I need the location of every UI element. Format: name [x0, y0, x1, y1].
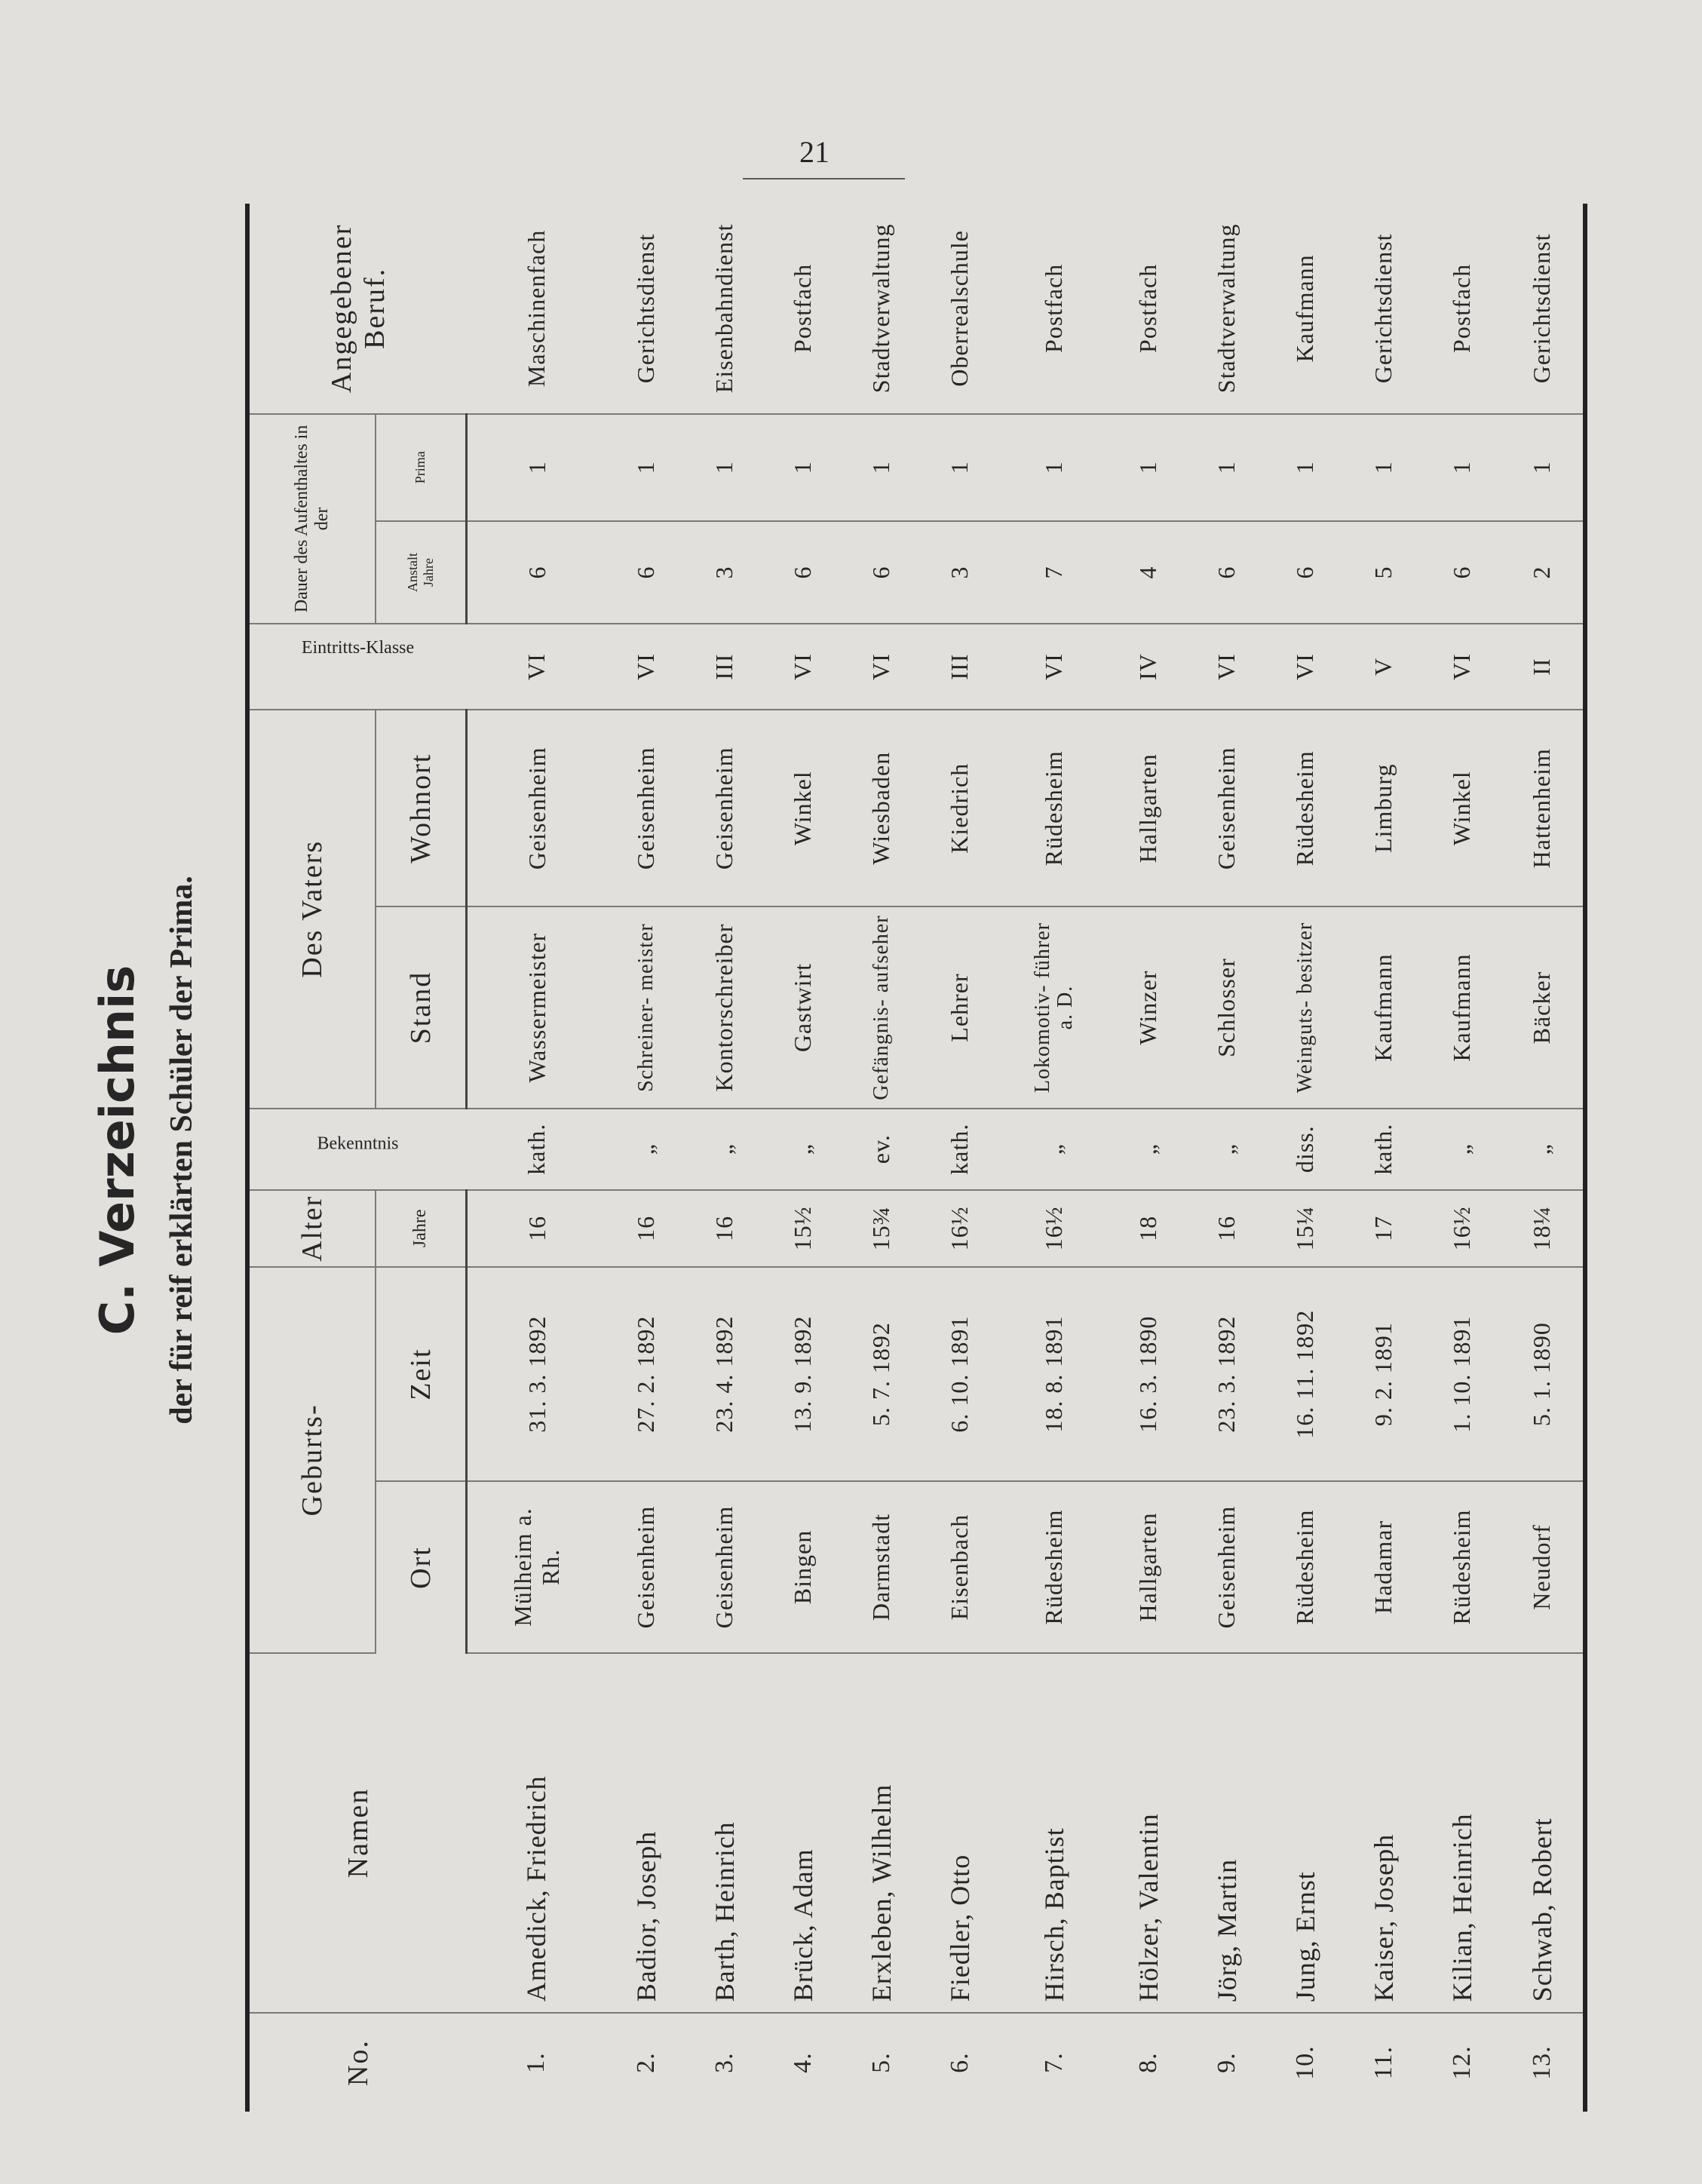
cell-bekenntnis: „ — [1423, 1109, 1501, 1190]
cell-prima: 1 — [1345, 414, 1423, 521]
cell-name: Kaiser, Joseph — [1345, 1653, 1423, 2014]
cell-anstalt: 6 — [607, 521, 685, 624]
cell-wohnort: Rüdesheim — [1266, 710, 1345, 907]
cell-ort: Hadamar — [1345, 1481, 1423, 1652]
cell-name: Hölzer, Valentin — [1109, 1653, 1188, 2014]
cell-wohnort: Rüdesheim — [999, 710, 1109, 907]
cell-stand: Weinguts- besitzer — [1266, 906, 1345, 1108]
cell-beruf: Eisenbahndienst — [685, 204, 764, 414]
cell-bekenntnis: „ — [685, 1109, 764, 1190]
cell-beruf: Postfach — [999, 204, 1109, 414]
cell-klasse: VI — [607, 624, 685, 710]
header-no: No. — [342, 2039, 374, 2087]
cell-klasse: II — [1501, 624, 1586, 710]
table-row — [1266, 204, 1345, 2112]
cell-anstalt: 3 — [685, 521, 764, 624]
table-row — [921, 204, 999, 2112]
cell-zeit: 13. 9. 1892 — [764, 1267, 842, 1481]
header-ort: Ort — [376, 1481, 466, 1652]
header-prima: Prima — [376, 414, 466, 521]
header-eintritts-klasse — [247, 624, 466, 710]
header-alter: Alter — [247, 1190, 376, 1267]
cell-beruf: Postfach — [764, 204, 842, 414]
cell-wohnort: Limburg — [1345, 710, 1423, 907]
cell-name: Kilian, Heinrich — [1423, 1653, 1501, 2014]
cell-bekenntnis: „ — [607, 1109, 685, 1190]
document-title: C. Verzeichnis — [90, 965, 145, 1336]
cell-beruf: Gerichtsdienst — [1345, 204, 1423, 414]
cell-anstalt: 2 — [1501, 521, 1586, 624]
header-anstalt-label: Anstalt — [404, 553, 420, 593]
cell-prima: 1 — [764, 414, 842, 521]
cell-alter: 15½ — [764, 1190, 842, 1267]
cell-no: 13. — [1527, 2045, 1556, 2080]
cell-zeit: 6. 10. 1891 — [921, 1267, 999, 1481]
cell-ort: Rüdesheim — [1423, 1481, 1501, 1652]
cell-alter: 16 — [607, 1190, 685, 1267]
cell-no: 10. — [1290, 2045, 1319, 2080]
table-row — [1501, 204, 1586, 2112]
cell-stand: Schreiner- meister — [607, 906, 685, 1108]
cell-zeit: 1. 10. 1891 — [1423, 1267, 1501, 1481]
cell-anstalt: 7 — [999, 521, 1109, 624]
cell-bekenntnis: diss. — [1266, 1109, 1345, 1190]
cell-klasse: VI — [842, 624, 921, 710]
cell-name: Jung, Ernst — [1266, 1653, 1345, 2014]
cell-klasse: V — [1345, 624, 1423, 710]
cell-prima: 1 — [1501, 414, 1586, 521]
cell-beruf: Maschinenfach — [466, 204, 607, 414]
table-row — [1345, 204, 1423, 2112]
cell-zeit: 18. 8. 1891 — [999, 1267, 1109, 1481]
cell-bekenntnis: „ — [1188, 1109, 1266, 1190]
table-row — [842, 204, 921, 2112]
cell-prima: 1 — [607, 414, 685, 521]
header-dauer-unit: Jahre — [420, 558, 436, 587]
table-row — [1423, 204, 1501, 2112]
cell-bekenntnis: ev. — [842, 1109, 921, 1190]
cell-wohnort: Hallgarten — [1109, 710, 1188, 907]
cell-stand: Schlosser — [1188, 906, 1266, 1108]
cell-stand: Lokomotiv- führer a. D. — [999, 906, 1109, 1108]
cell-zeit: 16. 3. 1890 — [1109, 1267, 1188, 1481]
cell-wohnort: Geisenheim — [685, 710, 764, 907]
cell-name: Fiedler, Otto — [921, 1653, 999, 2014]
cell-bekenntnis: kath. — [921, 1109, 999, 1190]
header-bekenntnis — [247, 1109, 466, 1190]
cell-anstalt: 3 — [921, 521, 999, 624]
cell-alter: 16½ — [921, 1190, 999, 1267]
cell-zeit: 23. 3. 1892 — [1188, 1267, 1266, 1481]
cell-no: 6. — [945, 2052, 974, 2073]
cell-ort: Rüdesheim — [999, 1481, 1109, 1652]
header-namen: Namen — [247, 1653, 466, 2014]
cell-no: 9. — [1212, 2052, 1240, 2073]
cell-wohnort: Winkel — [764, 710, 842, 907]
cell-beruf: Gerichtsdienst — [607, 204, 685, 414]
cell-ort: Geisenheim — [607, 1481, 685, 1652]
cell-zeit: 27. 2. 1892 — [607, 1267, 685, 1481]
cell-anstalt: 5 — [1345, 521, 1423, 624]
header-wohnort: Wohnort — [376, 710, 466, 907]
cell-alter: 15¼ — [1266, 1190, 1345, 1267]
cell-no: 4. — [788, 2052, 817, 2073]
table-row — [607, 204, 685, 2112]
document-subtitle: der für reif erklärten Schüler der Prima. — [164, 876, 199, 1425]
cell-anstalt: 6 — [764, 521, 842, 624]
heading — [72, 189, 245, 2112]
cell-wohnort: Kiedrich — [921, 710, 999, 907]
cell-anstalt: 4 — [1109, 521, 1188, 624]
cell-klasse: VI — [1188, 624, 1266, 710]
student-table — [245, 204, 1587, 2112]
cell-zeit: 9. 2. 1891 — [1345, 1267, 1423, 1481]
cell-wohnort: Geisenheim — [1188, 710, 1266, 907]
cell-beruf: Stadtverwaltung — [1188, 204, 1266, 414]
header-des-vaters: Des Vaters — [247, 710, 376, 1109]
rotated-page-content — [72, 189, 1625, 2112]
cell-alter: 18¼ — [1501, 1190, 1586, 1267]
cell-zeit: 31. 3. 1892 — [466, 1267, 607, 1481]
cell-prima: 1 — [921, 414, 999, 521]
cell-no: 7. — [1039, 2052, 1068, 2073]
cell-alter: 16 — [466, 1190, 607, 1267]
table-container — [245, 189, 1602, 2112]
cell-stand: Bäcker — [1501, 906, 1586, 1108]
cell-name: Schwab, Robert — [1501, 1653, 1586, 2014]
cell-stand: Gastwirt — [764, 906, 842, 1108]
header-zeit: Zeit — [376, 1267, 466, 1481]
cell-ort: Rüdesheim — [1266, 1481, 1345, 1652]
cell-beruf: Postfach — [1423, 204, 1501, 414]
cell-klasse: IV — [1109, 624, 1188, 710]
cell-stand: Kaufmann — [1423, 906, 1501, 1108]
cell-name: Brück, Adam — [764, 1653, 842, 2014]
cell-zeit: 5. 1. 1890 — [1501, 1267, 1586, 1481]
cell-name: Hirsch, Baptist — [999, 1653, 1109, 2014]
cell-stand: Kaufmann — [1345, 906, 1423, 1108]
cell-alter: 16 — [1188, 1190, 1266, 1267]
cell-ort: Geisenheim — [1188, 1481, 1266, 1652]
cell-no: 5. — [866, 2052, 895, 2073]
cell-klasse: VI — [999, 624, 1109, 710]
header-stand: Stand — [376, 906, 466, 1108]
cell-stand: Lehrer — [921, 906, 999, 1108]
cell-alter: 17 — [1345, 1190, 1423, 1267]
cell-klasse: VI — [1266, 624, 1345, 710]
cell-alter: 18 — [1109, 1190, 1188, 1267]
cell-anstalt: 6 — [842, 521, 921, 624]
cell-wohnort: Winkel — [1423, 710, 1501, 907]
table-row — [685, 204, 764, 2112]
cell-ort: Eisenbach — [921, 1481, 999, 1652]
cell-bekenntnis: kath. — [1345, 1109, 1423, 1190]
cell-no: 1. — [522, 2052, 550, 2073]
cell-name: Amedick, Friedrich — [466, 1653, 607, 2014]
cell-anstalt: 6 — [466, 521, 607, 624]
cell-prima: 1 — [685, 414, 764, 521]
cell-anstalt: 6 — [1423, 521, 1501, 624]
cell-ort: Geisenheim — [685, 1481, 764, 1652]
cell-prima: 1 — [466, 414, 607, 521]
table-row — [466, 204, 607, 2112]
cell-bekenntnis: „ — [1109, 1109, 1188, 1190]
header-geburts: Geburts- — [247, 1267, 376, 1653]
cell-zeit: 5. 7. 1892 — [842, 1267, 921, 1481]
cell-klasse: VI — [1423, 624, 1501, 710]
cell-stand: Winzer — [1109, 906, 1188, 1108]
cell-alter: 16 — [685, 1190, 764, 1267]
cell-no: 2. — [631, 2052, 660, 2073]
cell-klasse: VI — [466, 624, 607, 710]
cell-prima: 1 — [1188, 414, 1266, 521]
cell-beruf: Gerichtsdienst — [1501, 204, 1586, 414]
page-number-rule — [743, 178, 905, 179]
cell-stand: Kontorschreiber — [685, 906, 764, 1108]
header-dauer: Dauer des Aufenthaltes in der — [247, 414, 376, 624]
cell-zeit: 23. 4. 1892 — [685, 1267, 764, 1481]
cell-ort: Mülheim a. Rh. — [466, 1481, 607, 1652]
cell-beruf: Stadtverwaltung — [842, 204, 921, 414]
cell-alter: 16½ — [1423, 1190, 1501, 1267]
cell-name: Erxleben, Wilhelm — [842, 1653, 921, 2014]
cell-anstalt: 6 — [1188, 521, 1266, 624]
cell-bekenntnis: „ — [999, 1109, 1109, 1190]
table-row — [764, 204, 842, 2112]
cell-wohnort: Wiesbaden — [842, 710, 921, 907]
header-eintritts-klasse-label: Eintritts-Klasse — [301, 637, 415, 658]
cell-alter: 15¾ — [842, 1190, 921, 1267]
cell-wohnort: Geisenheim — [466, 710, 607, 907]
cell-anstalt: 6 — [1266, 521, 1345, 624]
cell-beruf: Kaufmann — [1266, 204, 1345, 414]
header-alter-unit: Jahre — [376, 1190, 466, 1267]
student-rows — [466, 204, 1585, 2112]
header-bekenntnis-label: Bekenntnis — [317, 1133, 399, 1154]
cell-bekenntnis: „ — [764, 1109, 842, 1190]
table-row — [1188, 204, 1266, 2112]
header-beruf: Angegebener Beruf. — [247, 204, 466, 414]
page-number: 21 — [799, 135, 830, 169]
cell-klasse: III — [921, 624, 999, 710]
cell-ort: Bingen — [764, 1481, 842, 1652]
cell-bekenntnis: kath. — [466, 1109, 607, 1190]
cell-ort: Neudorf — [1501, 1481, 1586, 1652]
cell-bekenntnis: „ — [1501, 1109, 1586, 1190]
cell-prima: 1 — [842, 414, 921, 521]
cell-prima: 1 — [1266, 414, 1345, 521]
cell-name: Jörg, Martin — [1188, 1653, 1266, 2014]
cell-no: 8. — [1133, 2052, 1162, 2073]
cell-no: 11. — [1369, 2046, 1397, 2080]
cell-prima: 1 — [1109, 414, 1188, 521]
cell-ort: Hallgarten — [1109, 1481, 1188, 1652]
table-row — [999, 204, 1109, 2112]
table-row — [1109, 204, 1188, 2112]
cell-ort: Darmstadt — [842, 1481, 921, 1652]
cell-wohnort: Geisenheim — [607, 710, 685, 907]
cell-no: 3. — [710, 2052, 738, 2073]
header-anstalt — [376, 521, 466, 624]
cell-name: Barth, Heinrich — [685, 1653, 764, 2014]
cell-klasse: III — [685, 624, 764, 710]
cell-no: 12. — [1447, 2045, 1476, 2080]
cell-beruf: Oberrealschule — [921, 204, 999, 414]
cell-beruf: Postfach — [1109, 204, 1188, 414]
cell-klasse: VI — [764, 624, 842, 710]
cell-alter: 16½ — [999, 1190, 1109, 1267]
cell-stand: Gefängnis- aufseher — [842, 906, 921, 1108]
cell-stand: Wassermeister — [466, 906, 607, 1108]
cell-wohnort: Hattenheim — [1501, 710, 1586, 907]
cell-prima: 1 — [1423, 414, 1501, 521]
cell-name: Badior, Joseph — [607, 1653, 685, 2014]
cell-zeit: 16. 11. 1892 — [1266, 1267, 1345, 1481]
cell-prima: 1 — [999, 414, 1109, 521]
